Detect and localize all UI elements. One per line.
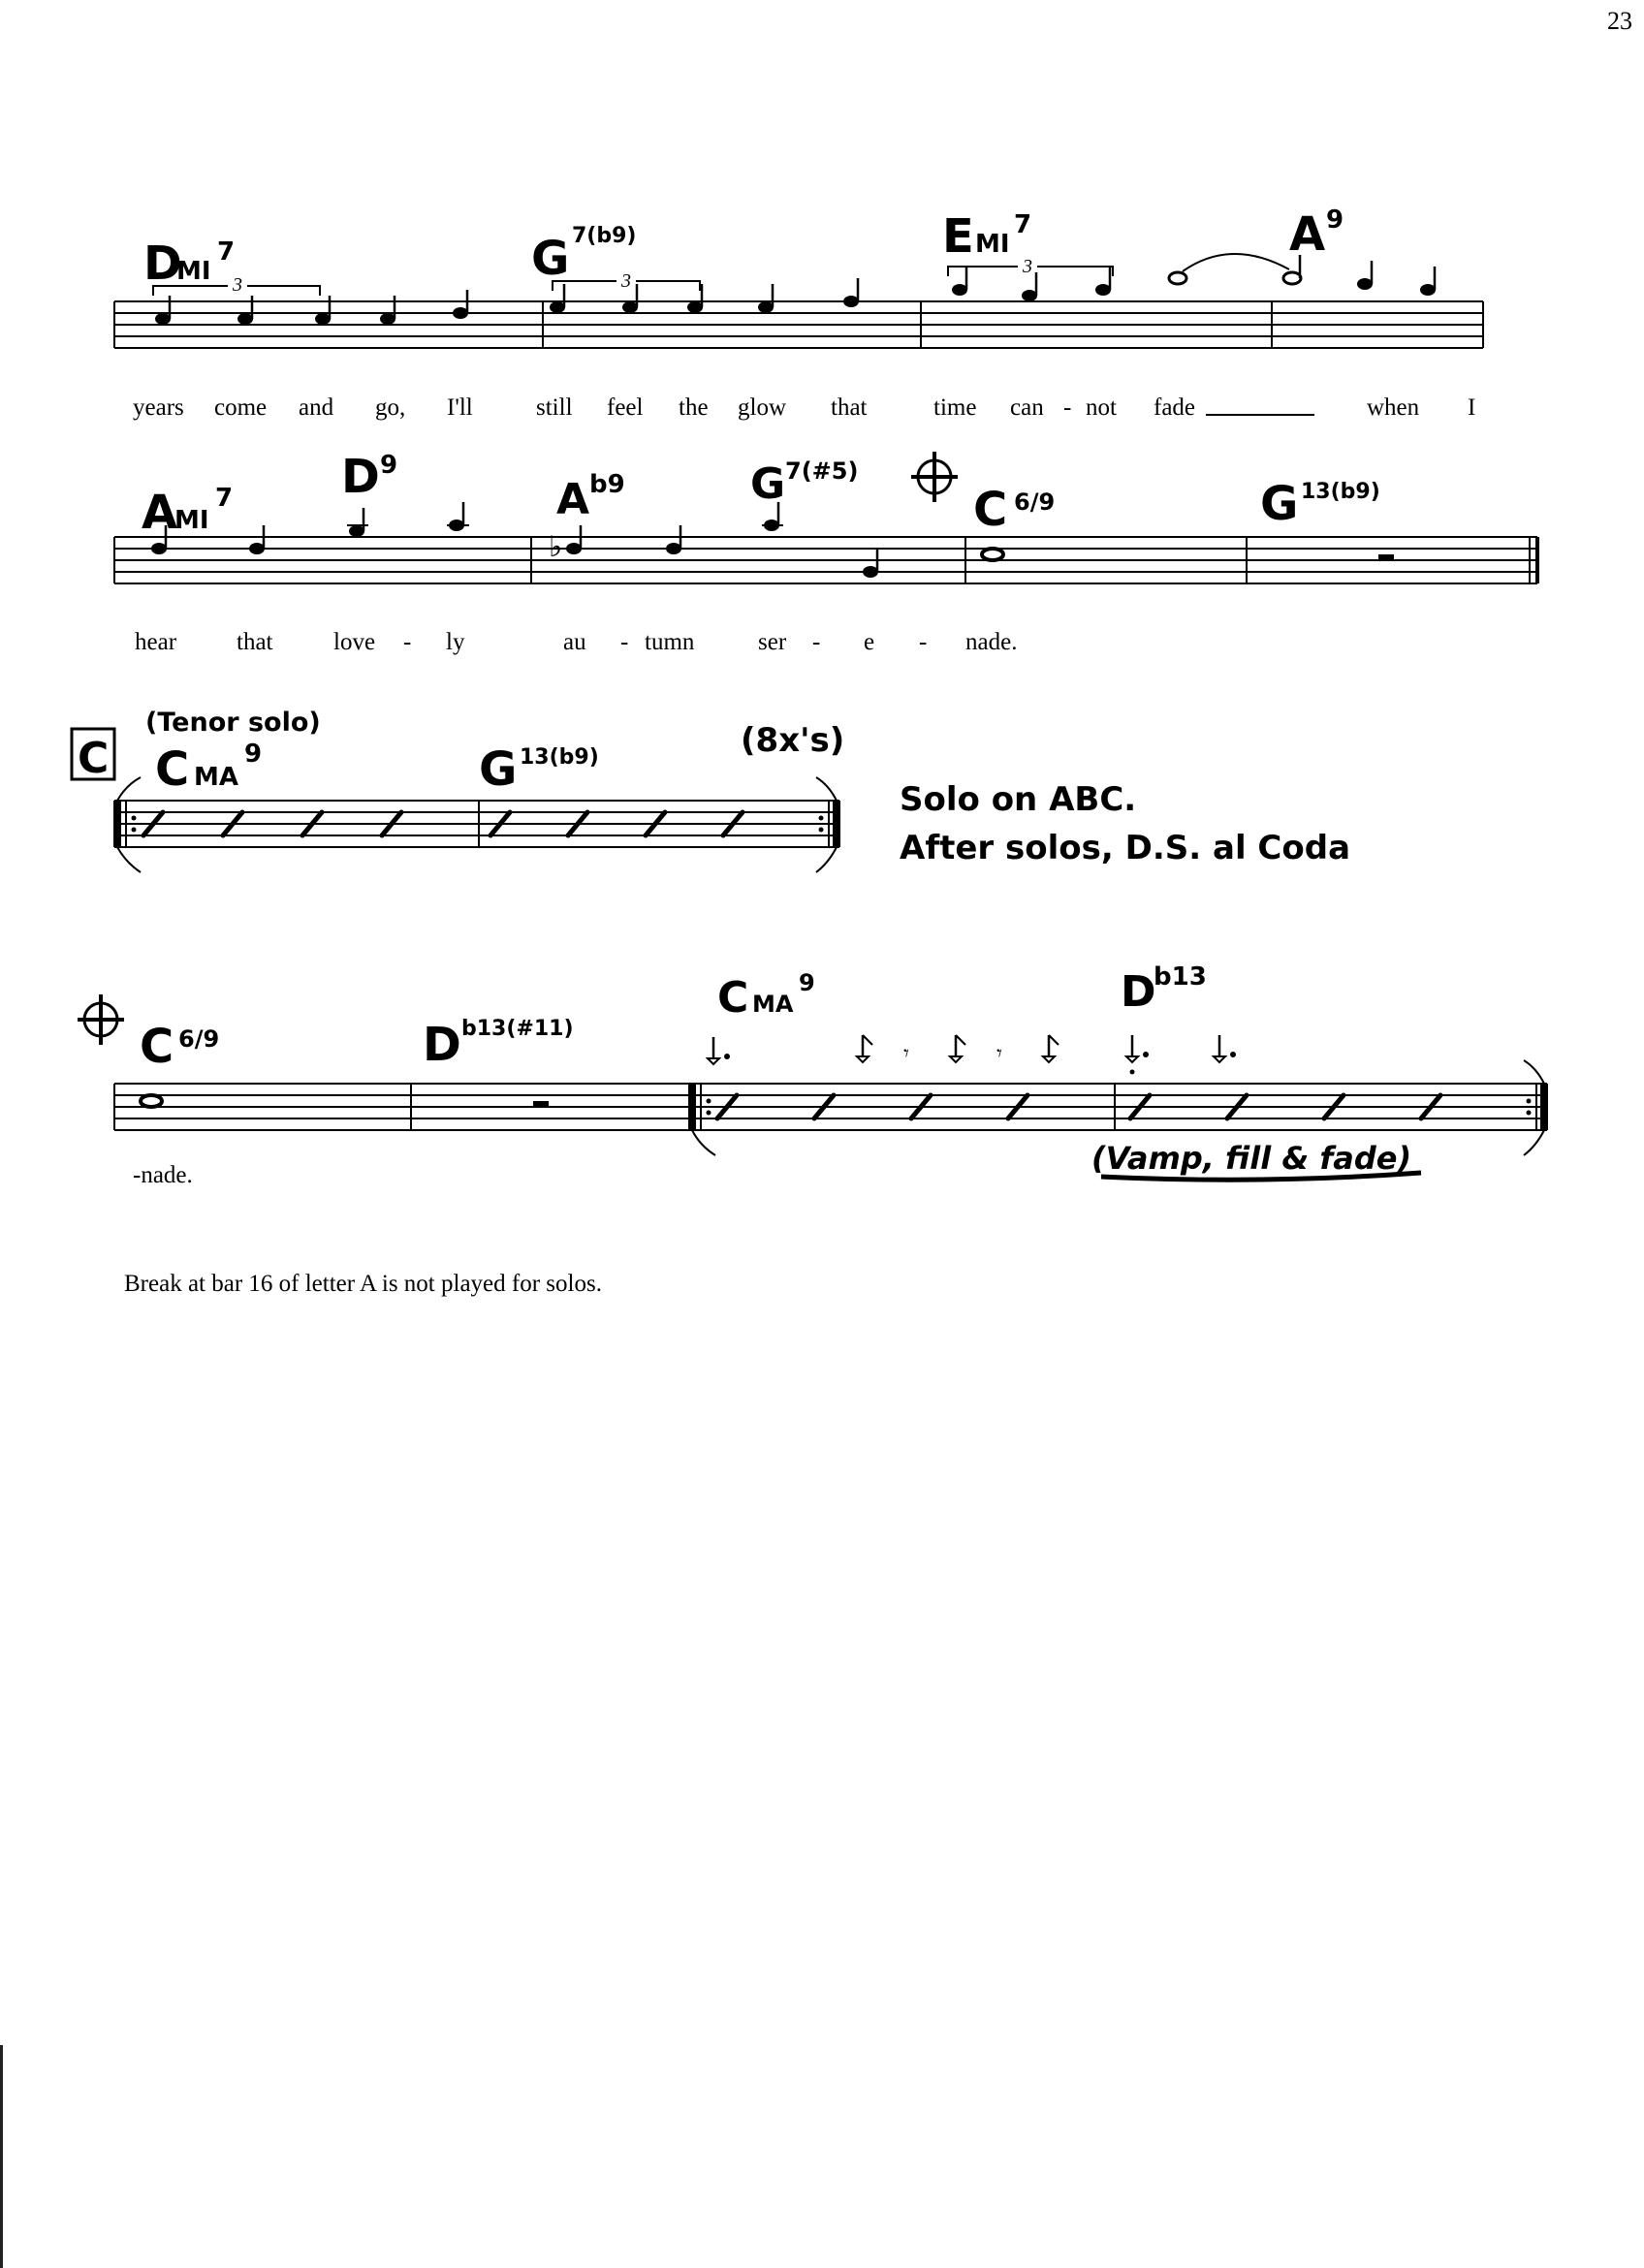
- svg-text:-: -: [403, 629, 412, 655]
- svg-text:can: can: [1010, 394, 1044, 421]
- svg-text:3: 3: [621, 270, 631, 292]
- svg-text:D: D: [143, 236, 182, 291]
- staff-system-1: [114, 205, 1483, 421]
- svg-text:I'll: I'll: [447, 394, 473, 421]
- repeat-count-label: [741, 721, 844, 760]
- svg-text:13(b9): 13(b9): [1301, 480, 1380, 504]
- chord-symbol-c6-9: [140, 1020, 219, 1074]
- svg-text:𝄾: 𝄾: [903, 1041, 909, 1065]
- svg-text:au: au: [563, 629, 586, 655]
- svg-text:MI: MI: [176, 257, 211, 286]
- svg-text:3: 3: [1023, 256, 1032, 277]
- svg-text:e: e: [864, 629, 875, 655]
- melody-notes-system-1: [155, 254, 1436, 325]
- chord-symbol-ab9: [556, 470, 625, 524]
- chord-symbol-a9: [1289, 205, 1344, 262]
- svg-text:glow: glow: [738, 394, 786, 421]
- svg-text:G: G: [1260, 477, 1299, 531]
- chord-symbol-d-mi7: [143, 236, 235, 291]
- svg-text:-: -: [812, 629, 821, 655]
- svg-text:nade.: nade.: [965, 629, 1018, 655]
- rhythm-hits: [708, 1035, 1236, 1075]
- svg-text:C: C: [717, 973, 749, 1023]
- solo-directions: [900, 780, 1350, 867]
- svg-text:MA: MA: [752, 991, 794, 1018]
- svg-text:when: when: [1367, 394, 1420, 421]
- staff-system-3: [72, 708, 1350, 872]
- chord-symbol-g13b9: [479, 742, 599, 797]
- svg-text:go,: go,: [375, 394, 406, 421]
- svg-text:feel: feel: [607, 394, 644, 421]
- staff-system-4: [78, 962, 1547, 1188]
- svg-text:A: A: [556, 475, 590, 524]
- svg-text:13(b9): 13(b9): [520, 745, 599, 770]
- tuplet-bracket: [553, 269, 700, 292]
- svg-text:that: that: [831, 394, 868, 421]
- svg-text:that: that: [237, 629, 273, 655]
- tenor-solo-label: [145, 708, 321, 738]
- svg-text:-: -: [620, 629, 629, 655]
- chord-symbol-db13-sharp11: [423, 1017, 574, 1072]
- svg-text:9: 9: [799, 969, 815, 996]
- coda-sign: [911, 452, 958, 502]
- svg-text:ser: ser: [758, 629, 787, 655]
- svg-text:time: time: [933, 394, 977, 421]
- svg-text:C: C: [155, 742, 190, 797]
- melody-notes-system-2: [151, 502, 1394, 578]
- svg-text:MA: MA: [194, 763, 238, 792]
- lyrics-line-1: [133, 394, 1475, 421]
- scan-edge-mark: [0, 2045, 3, 2268]
- svg-text:fade: fade: [1154, 394, 1196, 421]
- svg-text:9: 9: [380, 451, 398, 480]
- svg-text:not: not: [1086, 394, 1117, 421]
- svg-text:G: G: [531, 232, 570, 286]
- svg-text:b9: b9: [589, 470, 625, 499]
- coda-lyric: -nade.: [133, 1162, 193, 1188]
- svg-text:9: 9: [1326, 205, 1344, 235]
- svg-text:6/9: 6/9: [1014, 488, 1056, 516]
- chord-symbol-cma9: [717, 969, 815, 1023]
- chord-symbol-cma9: [155, 740, 262, 797]
- svg-text:(8x's): (8x's): [741, 721, 845, 760]
- svg-text:-: -: [1063, 394, 1072, 421]
- svg-text:♭: ♭: [549, 531, 563, 563]
- svg-text:years: years: [133, 394, 184, 421]
- svg-text:7: 7: [217, 237, 236, 267]
- svg-text:hear: hear: [135, 629, 177, 655]
- svg-text:G: G: [479, 742, 518, 797]
- svg-text:C: C: [140, 1020, 174, 1074]
- svg-text:C: C: [78, 734, 110, 783]
- svg-text:ly: ly: [446, 629, 465, 655]
- svg-text:(Vamp, fill & fade): (Vamp, fill & fade): [1091, 1140, 1412, 1177]
- svg-text:the: the: [679, 394, 709, 421]
- svg-text:D: D: [1121, 967, 1156, 1017]
- svg-text:7: 7: [1014, 210, 1032, 239]
- rehearsal-mark-c: [72, 729, 114, 783]
- chord-symbol-a-mi7: [142, 484, 233, 540]
- svg-text:After solos, D.S. al Coda: After solos, D.S. al Coda: [900, 829, 1351, 867]
- svg-text:-: -: [919, 629, 928, 655]
- svg-text:D: D: [423, 1018, 461, 1072]
- svg-text:come: come: [214, 394, 268, 421]
- svg-text:7: 7: [215, 484, 234, 513]
- svg-text:7(#5): 7(#5): [785, 457, 859, 485]
- svg-text:and: and: [299, 394, 334, 421]
- svg-text:E: E: [942, 209, 974, 264]
- svg-text:A: A: [1289, 207, 1326, 262]
- svg-text:3: 3: [233, 274, 242, 296]
- coda-sign: [78, 994, 124, 1045]
- svg-text:7(b9): 7(b9): [572, 224, 637, 248]
- svg-text:9: 9: [244, 740, 263, 769]
- svg-text:6/9: 6/9: [178, 1025, 220, 1053]
- lyrics-line-2: [135, 629, 1017, 655]
- svg-text:MI: MI: [174, 506, 209, 535]
- svg-text:A: A: [142, 486, 178, 540]
- svg-text:Solo on ABC.: Solo on ABC.: [900, 780, 1137, 819]
- svg-text:I: I: [1468, 394, 1476, 421]
- chord-symbol-db13: [1121, 962, 1207, 1017]
- vamp-instruction: [1091, 1140, 1421, 1180]
- svg-text:D: D: [341, 450, 380, 504]
- svg-text:still: still: [536, 394, 573, 421]
- coda-notes: [141, 1095, 549, 1107]
- svg-text:(Tenor solo): (Tenor solo): [145, 708, 321, 738]
- svg-text:love: love: [333, 629, 376, 655]
- svg-text:tumn: tumn: [645, 629, 695, 655]
- svg-text:b13: b13: [1154, 962, 1207, 992]
- svg-text:b13(#11): b13(#11): [461, 1017, 574, 1041]
- footnote: Break at bar 16 of letter A is not played for solos.: [124, 1271, 602, 1297]
- chord-symbol-d9: [341, 450, 397, 504]
- svg-text:MI: MI: [975, 230, 1010, 259]
- svg-text:C: C: [973, 483, 1008, 537]
- svg-text:𝄾: 𝄾: [996, 1041, 1002, 1065]
- page-number: 23: [1607, 7, 1632, 35]
- svg-text:G: G: [750, 459, 786, 509]
- chord-symbol-g13b9: [1260, 477, 1380, 531]
- chord-symbol-c6-9: [973, 483, 1055, 537]
- chord-symbol-g7-sharp5: [750, 457, 858, 509]
- staff-system-2: [114, 450, 1537, 655]
